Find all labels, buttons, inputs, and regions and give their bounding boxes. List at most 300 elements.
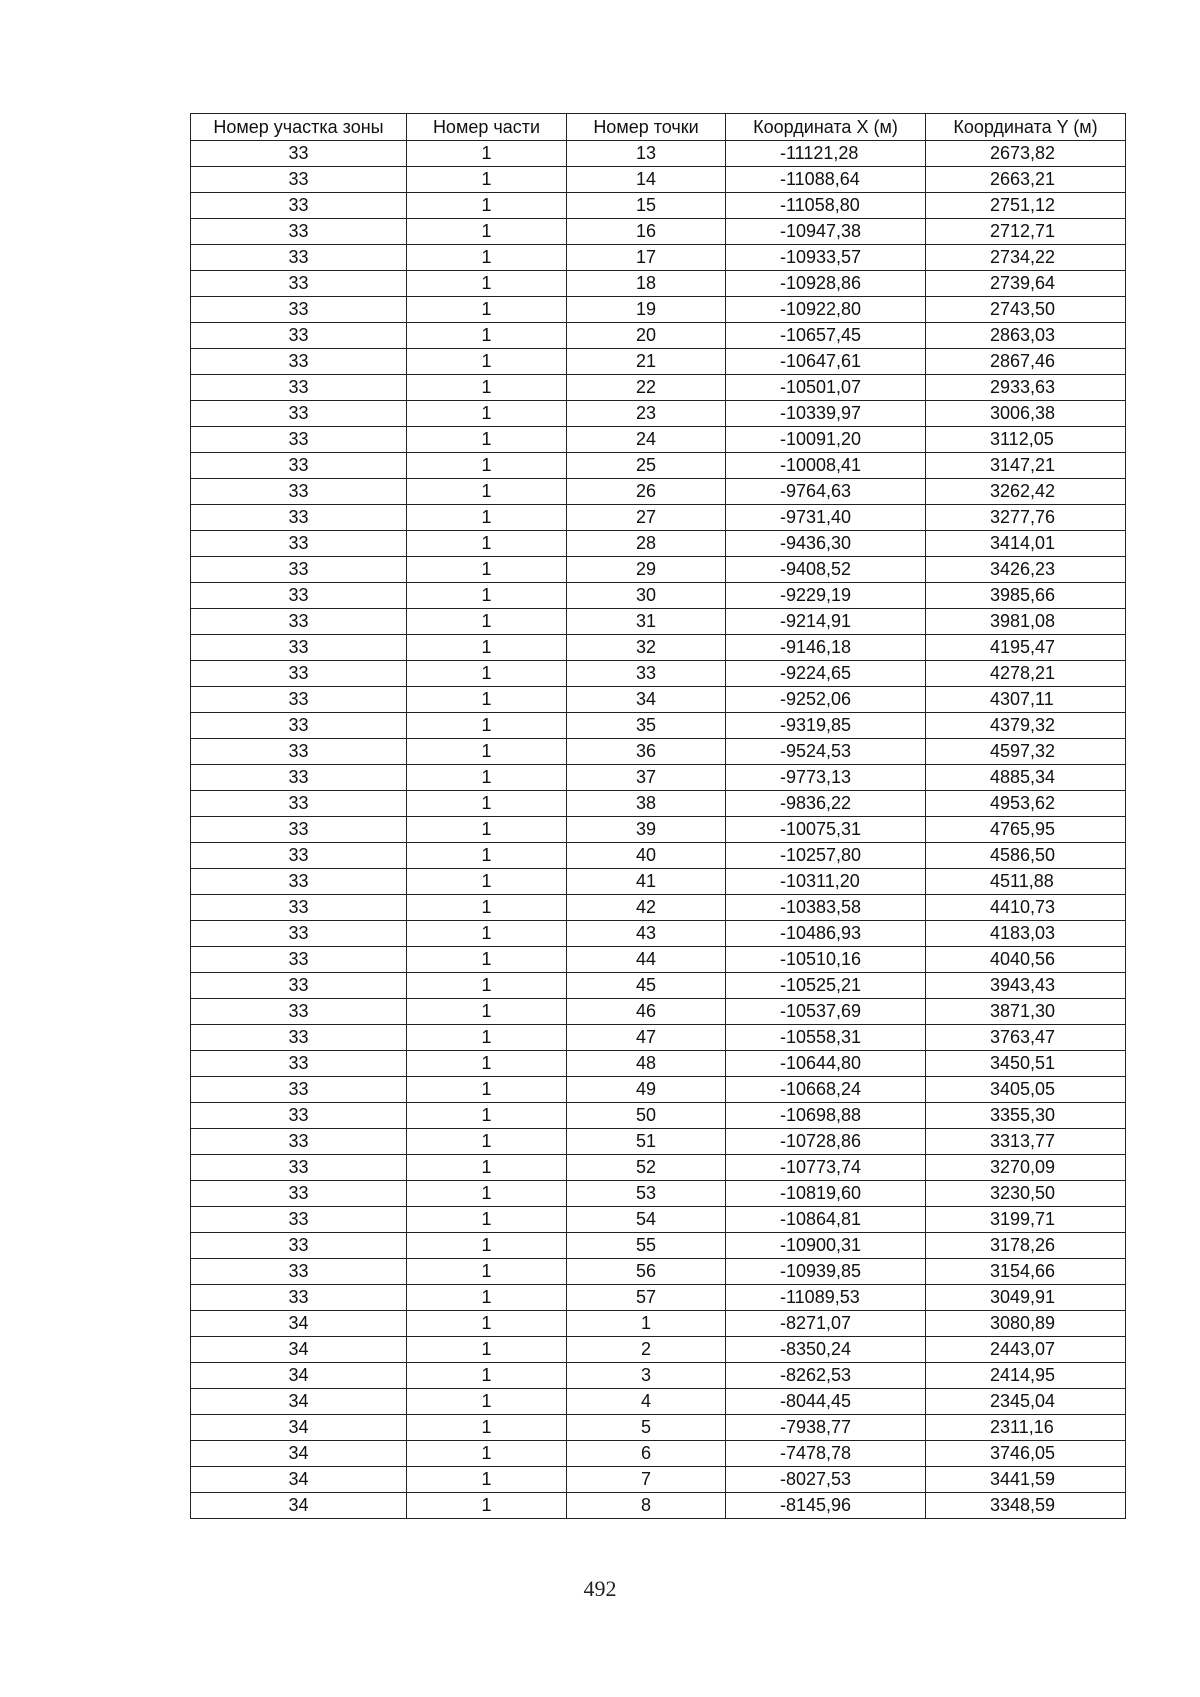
zone-plot-number-cell: 33 xyxy=(191,1155,407,1181)
point-number-cell: 48 xyxy=(567,1051,726,1077)
coordinate-y-cell: 4586,50 xyxy=(926,843,1126,869)
table-row xyxy=(191,1025,1126,1051)
part-number-cell: 1 xyxy=(407,193,567,219)
part-number-cell: 1 xyxy=(407,973,567,999)
page-number: 492 xyxy=(583,1576,617,1601)
coordinate-y-cell: 3450,51 xyxy=(926,1051,1126,1077)
zone-plot-number-cell: 34 xyxy=(191,1337,407,1363)
table-row xyxy=(191,895,1126,921)
coordinate-y-cell: 2863,03 xyxy=(926,323,1126,349)
coordinate-x-cell: -11058,80 xyxy=(726,193,926,219)
part-number-cell: 1 xyxy=(407,141,567,167)
part-number-cell: 1 xyxy=(407,687,567,713)
table-row xyxy=(191,661,1126,687)
zone-plot-number-cell: 33 xyxy=(191,999,407,1025)
table-row xyxy=(191,505,1126,531)
part-number-cell: 1 xyxy=(407,1337,567,1363)
zone-plot-number-cell: 33 xyxy=(191,531,407,557)
zone-plot-number-cell: 33 xyxy=(191,635,407,661)
zone-plot-number-cell: 33 xyxy=(191,557,407,583)
header-point-number: Номер точки xyxy=(567,114,726,141)
point-number-cell: 40 xyxy=(567,843,726,869)
coordinate-y-cell: 2933,63 xyxy=(926,375,1126,401)
coordinate-y-cell: 4953,62 xyxy=(926,791,1126,817)
part-number-cell: 1 xyxy=(407,609,567,635)
point-number-cell: 42 xyxy=(567,895,726,921)
coordinate-y-cell: 4183,03 xyxy=(926,921,1126,947)
zone-plot-number-cell: 33 xyxy=(191,271,407,297)
table-row xyxy=(191,583,1126,609)
coordinate-x-cell: -9214,91 xyxy=(726,609,926,635)
coordinate-y-cell: 2663,21 xyxy=(926,167,1126,193)
zone-plot-number-cell: 33 xyxy=(191,739,407,765)
coordinate-x-cell: -9731,40 xyxy=(726,505,926,531)
coordinates-table xyxy=(190,113,1126,1519)
table-row xyxy=(191,713,1126,739)
point-number-cell: 38 xyxy=(567,791,726,817)
table-row xyxy=(191,999,1126,1025)
header-coordinate-x: Координата X (м) xyxy=(726,114,926,141)
point-number-cell: 3 xyxy=(567,1363,726,1389)
coordinate-x-cell: -9524,53 xyxy=(726,739,926,765)
part-number-cell: 1 xyxy=(407,1493,567,1519)
coordinate-y-cell: 3154,66 xyxy=(926,1259,1126,1285)
coordinate-x-cell: -8145,96 xyxy=(726,1493,926,1519)
coordinate-x-cell: -10933,57 xyxy=(726,245,926,271)
table-row xyxy=(191,167,1126,193)
coordinate-y-cell: 2734,22 xyxy=(926,245,1126,271)
coordinate-y-cell: 3313,77 xyxy=(926,1129,1126,1155)
coordinate-x-cell: -9436,30 xyxy=(726,531,926,557)
part-number-cell: 1 xyxy=(407,1415,567,1441)
zone-plot-number-cell: 33 xyxy=(191,609,407,635)
table-row xyxy=(191,531,1126,557)
table-row xyxy=(191,323,1126,349)
zone-plot-number-cell: 33 xyxy=(191,375,407,401)
table-row xyxy=(191,1441,1126,1467)
point-number-cell: 37 xyxy=(567,765,726,791)
header-coordinate-y: Координата Y (м) xyxy=(926,114,1126,141)
point-number-cell: 49 xyxy=(567,1077,726,1103)
coordinate-x-cell: -10657,45 xyxy=(726,323,926,349)
point-number-cell: 45 xyxy=(567,973,726,999)
table-row xyxy=(191,817,1126,843)
point-number-cell: 41 xyxy=(567,869,726,895)
zone-plot-number-cell: 33 xyxy=(191,713,407,739)
table-row xyxy=(191,1285,1126,1311)
zone-plot-number-cell: 34 xyxy=(191,1467,407,1493)
table-row xyxy=(191,1181,1126,1207)
coordinate-x-cell: -10525,21 xyxy=(726,973,926,999)
coordinate-y-cell: 3871,30 xyxy=(926,999,1126,1025)
table-row xyxy=(191,1259,1126,1285)
zone-plot-number-cell: 33 xyxy=(191,505,407,531)
point-number-cell: 36 xyxy=(567,739,726,765)
zone-plot-number-cell: 34 xyxy=(191,1441,407,1467)
point-number-cell: 53 xyxy=(567,1181,726,1207)
table-row xyxy=(191,1467,1126,1493)
coordinate-y-cell: 3985,66 xyxy=(926,583,1126,609)
point-number-cell: 24 xyxy=(567,427,726,453)
coordinate-x-cell: -10773,74 xyxy=(726,1155,926,1181)
table-row xyxy=(191,1363,1126,1389)
part-number-cell: 1 xyxy=(407,895,567,921)
coordinate-x-cell: -10537,69 xyxy=(726,999,926,1025)
point-number-cell: 7 xyxy=(567,1467,726,1493)
zone-plot-number-cell: 33 xyxy=(191,583,407,609)
zone-plot-number-cell: 33 xyxy=(191,167,407,193)
table-row xyxy=(191,1207,1126,1233)
coordinate-x-cell: -10383,58 xyxy=(726,895,926,921)
point-number-cell: 6 xyxy=(567,1441,726,1467)
zone-plot-number-cell: 33 xyxy=(191,219,407,245)
coordinate-x-cell: -10728,86 xyxy=(726,1129,926,1155)
coordinate-x-cell: -9836,22 xyxy=(726,791,926,817)
coordinate-x-cell: -10922,80 xyxy=(726,297,926,323)
table-row xyxy=(191,687,1126,713)
coordinate-x-cell: -10698,88 xyxy=(726,1103,926,1129)
zone-plot-number-cell: 34 xyxy=(191,1389,407,1415)
point-number-cell: 55 xyxy=(567,1233,726,1259)
zone-plot-number-cell: 33 xyxy=(191,193,407,219)
part-number-cell: 1 xyxy=(407,1233,567,1259)
point-number-cell: 54 xyxy=(567,1207,726,1233)
table-row xyxy=(191,375,1126,401)
zone-plot-number-cell: 33 xyxy=(191,687,407,713)
zone-plot-number-cell: 33 xyxy=(191,401,407,427)
table-row xyxy=(191,869,1126,895)
point-number-cell: 19 xyxy=(567,297,726,323)
table-row xyxy=(191,1389,1126,1415)
coordinate-x-cell: -10558,31 xyxy=(726,1025,926,1051)
coordinate-x-cell: -11089,53 xyxy=(726,1285,926,1311)
table-row xyxy=(191,1103,1126,1129)
part-number-cell: 1 xyxy=(407,245,567,271)
coordinate-y-cell: 3277,76 xyxy=(926,505,1126,531)
zone-plot-number-cell: 33 xyxy=(191,1077,407,1103)
part-number-cell: 1 xyxy=(407,505,567,531)
coordinate-x-cell: -9408,52 xyxy=(726,557,926,583)
table-row xyxy=(191,1493,1126,1519)
point-number-cell: 43 xyxy=(567,921,726,947)
table-row xyxy=(191,609,1126,635)
zone-plot-number-cell: 33 xyxy=(191,245,407,271)
point-number-cell: 23 xyxy=(567,401,726,427)
coordinate-x-cell: -8271,07 xyxy=(726,1311,926,1337)
part-number-cell: 1 xyxy=(407,791,567,817)
coordinate-y-cell: 2743,50 xyxy=(926,297,1126,323)
zone-plot-number-cell: 33 xyxy=(191,1207,407,1233)
coordinate-x-cell: -9764,63 xyxy=(726,479,926,505)
point-number-cell: 57 xyxy=(567,1285,726,1311)
part-number-cell: 1 xyxy=(407,921,567,947)
coordinate-x-cell: -10311,20 xyxy=(726,869,926,895)
coordinate-y-cell: 2443,07 xyxy=(926,1337,1126,1363)
coordinate-y-cell: 3981,08 xyxy=(926,609,1126,635)
point-number-cell: 35 xyxy=(567,713,726,739)
table-header-row xyxy=(191,114,1126,141)
point-number-cell: 25 xyxy=(567,453,726,479)
table-row xyxy=(191,401,1126,427)
point-number-cell: 30 xyxy=(567,583,726,609)
part-number-cell: 1 xyxy=(407,635,567,661)
zone-plot-number-cell: 33 xyxy=(191,817,407,843)
point-number-cell: 20 xyxy=(567,323,726,349)
coordinate-y-cell: 3426,23 xyxy=(926,557,1126,583)
coordinate-x-cell: -10501,07 xyxy=(726,375,926,401)
point-number-cell: 39 xyxy=(567,817,726,843)
zone-plot-number-cell: 34 xyxy=(191,1311,407,1337)
zone-plot-number-cell: 33 xyxy=(191,869,407,895)
coordinate-x-cell: -8262,53 xyxy=(726,1363,926,1389)
part-number-cell: 1 xyxy=(407,1077,567,1103)
zone-plot-number-cell: 33 xyxy=(191,1285,407,1311)
coordinate-y-cell: 4885,34 xyxy=(926,765,1126,791)
zone-plot-number-cell: 33 xyxy=(191,791,407,817)
part-number-cell: 1 xyxy=(407,401,567,427)
coordinate-y-cell: 4195,47 xyxy=(926,635,1126,661)
table-row xyxy=(191,1311,1126,1337)
part-number-cell: 1 xyxy=(407,271,567,297)
zone-plot-number-cell: 33 xyxy=(191,1051,407,1077)
coordinate-x-cell: -10939,85 xyxy=(726,1259,926,1285)
coordinate-x-cell: -10864,81 xyxy=(726,1207,926,1233)
table-row xyxy=(191,479,1126,505)
point-number-cell: 8 xyxy=(567,1493,726,1519)
zone-plot-number-cell: 33 xyxy=(191,479,407,505)
table-row xyxy=(191,141,1126,167)
table-row xyxy=(191,427,1126,453)
zone-plot-number-cell: 33 xyxy=(191,973,407,999)
table-row xyxy=(191,219,1126,245)
coordinate-y-cell: 3355,30 xyxy=(926,1103,1126,1129)
point-number-cell: 1 xyxy=(567,1311,726,1337)
coordinate-y-cell: 3348,59 xyxy=(926,1493,1126,1519)
point-number-cell: 22 xyxy=(567,375,726,401)
coordinate-y-cell: 3147,21 xyxy=(926,453,1126,479)
coordinate-y-cell: 3049,91 xyxy=(926,1285,1126,1311)
coordinate-x-cell: -11088,64 xyxy=(726,167,926,193)
coordinate-y-cell: 3112,05 xyxy=(926,427,1126,453)
point-number-cell: 27 xyxy=(567,505,726,531)
coordinate-y-cell: 3230,50 xyxy=(926,1181,1126,1207)
coordinate-x-cell: -10647,61 xyxy=(726,349,926,375)
table-row xyxy=(191,349,1126,375)
table-row xyxy=(191,1155,1126,1181)
header-zone-plot-number: Номер участка зоны xyxy=(191,114,407,141)
table-row xyxy=(191,557,1126,583)
part-number-cell: 1 xyxy=(407,1051,567,1077)
part-number-cell: 1 xyxy=(407,531,567,557)
part-number-cell: 1 xyxy=(407,349,567,375)
table-row xyxy=(191,973,1126,999)
part-number-cell: 1 xyxy=(407,1103,567,1129)
coordinate-x-cell: -10008,41 xyxy=(726,453,926,479)
coordinate-y-cell: 4307,11 xyxy=(926,687,1126,713)
zone-plot-number-cell: 33 xyxy=(191,895,407,921)
point-number-cell: 2 xyxy=(567,1337,726,1363)
part-number-cell: 1 xyxy=(407,843,567,869)
coordinate-y-cell: 3763,47 xyxy=(926,1025,1126,1051)
table-row xyxy=(191,921,1126,947)
coordinate-x-cell: -10668,24 xyxy=(726,1077,926,1103)
part-number-cell: 1 xyxy=(407,1441,567,1467)
coordinate-y-cell: 4410,73 xyxy=(926,895,1126,921)
coordinate-y-cell: 4765,95 xyxy=(926,817,1126,843)
point-number-cell: 46 xyxy=(567,999,726,1025)
coordinate-x-cell: -8350,24 xyxy=(726,1337,926,1363)
coordinate-y-cell: 2739,64 xyxy=(926,271,1126,297)
coordinate-y-cell: 3405,05 xyxy=(926,1077,1126,1103)
part-number-cell: 1 xyxy=(407,817,567,843)
coordinate-y-cell: 4278,21 xyxy=(926,661,1126,687)
coordinate-x-cell: -10644,80 xyxy=(726,1051,926,1077)
part-number-cell: 1 xyxy=(407,167,567,193)
point-number-cell: 32 xyxy=(567,635,726,661)
table-row xyxy=(191,245,1126,271)
point-number-cell: 44 xyxy=(567,947,726,973)
zone-plot-number-cell: 33 xyxy=(191,297,407,323)
coordinate-x-cell: -10091,20 xyxy=(726,427,926,453)
zone-plot-number-cell: 33 xyxy=(191,427,407,453)
point-number-cell: 34 xyxy=(567,687,726,713)
point-number-cell: 28 xyxy=(567,531,726,557)
coordinate-y-cell: 3178,26 xyxy=(926,1233,1126,1259)
point-number-cell: 16 xyxy=(567,219,726,245)
zone-plot-number-cell: 33 xyxy=(191,947,407,973)
coordinate-y-cell: 3262,42 xyxy=(926,479,1126,505)
coordinate-y-cell: 2311,16 xyxy=(926,1415,1126,1441)
zone-plot-number-cell: 33 xyxy=(191,921,407,947)
part-number-cell: 1 xyxy=(407,323,567,349)
coordinate-x-cell: -9252,06 xyxy=(726,687,926,713)
point-number-cell: 4 xyxy=(567,1389,726,1415)
coordinate-y-cell: 3006,38 xyxy=(926,401,1126,427)
part-number-cell: 1 xyxy=(407,1129,567,1155)
part-number-cell: 1 xyxy=(407,713,567,739)
coordinate-x-cell: -10900,31 xyxy=(726,1233,926,1259)
table-row xyxy=(191,791,1126,817)
point-number-cell: 50 xyxy=(567,1103,726,1129)
coordinate-y-cell: 4379,32 xyxy=(926,713,1126,739)
coordinate-x-cell: -10928,86 xyxy=(726,271,926,297)
coordinate-y-cell: 2751,12 xyxy=(926,193,1126,219)
point-number-cell: 52 xyxy=(567,1155,726,1181)
zone-plot-number-cell: 33 xyxy=(191,349,407,375)
part-number-cell: 1 xyxy=(407,999,567,1025)
coordinate-x-cell: -7478,78 xyxy=(726,1441,926,1467)
coordinate-x-cell: -10819,60 xyxy=(726,1181,926,1207)
point-number-cell: 21 xyxy=(567,349,726,375)
table-row xyxy=(191,1233,1126,1259)
coordinate-x-cell: -10339,97 xyxy=(726,401,926,427)
table-row xyxy=(191,297,1126,323)
part-number-cell: 1 xyxy=(407,661,567,687)
zone-plot-number-cell: 33 xyxy=(191,1025,407,1051)
part-number-cell: 1 xyxy=(407,375,567,401)
zone-plot-number-cell: 33 xyxy=(191,1129,407,1155)
zone-plot-number-cell: 33 xyxy=(191,843,407,869)
zone-plot-number-cell: 33 xyxy=(191,1259,407,1285)
coordinate-x-cell: -8044,45 xyxy=(726,1389,926,1415)
part-number-cell: 1 xyxy=(407,479,567,505)
zone-plot-number-cell: 33 xyxy=(191,141,407,167)
part-number-cell: 1 xyxy=(407,427,567,453)
table-body xyxy=(191,141,1126,1519)
coordinate-x-cell: -9224,65 xyxy=(726,661,926,687)
coordinate-x-cell: -10486,93 xyxy=(726,921,926,947)
part-number-cell: 1 xyxy=(407,765,567,791)
zone-plot-number-cell: 34 xyxy=(191,1415,407,1441)
table-row xyxy=(191,765,1126,791)
coordinate-y-cell: 3199,71 xyxy=(926,1207,1126,1233)
point-number-cell: 29 xyxy=(567,557,726,583)
part-number-cell: 1 xyxy=(407,1363,567,1389)
part-number-cell: 1 xyxy=(407,219,567,245)
table-row xyxy=(191,843,1126,869)
point-number-cell: 15 xyxy=(567,193,726,219)
coordinate-y-cell: 3414,01 xyxy=(926,531,1126,557)
part-number-cell: 1 xyxy=(407,1285,567,1311)
part-number-cell: 1 xyxy=(407,1025,567,1051)
zone-plot-number-cell: 34 xyxy=(191,1493,407,1519)
coordinate-x-cell: -11121,28 xyxy=(726,141,926,167)
coordinate-y-cell: 2673,82 xyxy=(926,141,1126,167)
coordinate-x-cell: -10947,38 xyxy=(726,219,926,245)
point-number-cell: 56 xyxy=(567,1259,726,1285)
part-number-cell: 1 xyxy=(407,739,567,765)
zone-plot-number-cell: 33 xyxy=(191,323,407,349)
part-number-cell: 1 xyxy=(407,1311,567,1337)
coordinate-y-cell: 2414,95 xyxy=(926,1363,1126,1389)
zone-plot-number-cell: 34 xyxy=(191,1363,407,1389)
coordinate-x-cell: -7938,77 xyxy=(726,1415,926,1441)
point-number-cell: 26 xyxy=(567,479,726,505)
coordinate-y-cell: 3943,43 xyxy=(926,973,1126,999)
coordinate-y-cell: 2345,04 xyxy=(926,1389,1126,1415)
coordinate-y-cell: 4511,88 xyxy=(926,869,1126,895)
part-number-cell: 1 xyxy=(407,453,567,479)
part-number-cell: 1 xyxy=(407,583,567,609)
point-number-cell: 31 xyxy=(567,609,726,635)
coordinate-x-cell: -9319,85 xyxy=(726,713,926,739)
point-number-cell: 47 xyxy=(567,1025,726,1051)
part-number-cell: 1 xyxy=(407,557,567,583)
point-number-cell: 33 xyxy=(567,661,726,687)
coordinate-x-cell: -9773,13 xyxy=(726,765,926,791)
table-row xyxy=(191,635,1126,661)
part-number-cell: 1 xyxy=(407,1155,567,1181)
header-part-number: Номер части xyxy=(407,114,567,141)
part-number-cell: 1 xyxy=(407,1259,567,1285)
point-number-cell: 13 xyxy=(567,141,726,167)
part-number-cell: 1 xyxy=(407,1207,567,1233)
table-row xyxy=(191,1129,1126,1155)
zone-plot-number-cell: 33 xyxy=(191,453,407,479)
table-row xyxy=(191,271,1126,297)
coordinate-x-cell: -8027,53 xyxy=(726,1467,926,1493)
table-row xyxy=(191,947,1126,973)
coordinate-y-cell: 3746,05 xyxy=(926,1441,1126,1467)
table-row xyxy=(191,193,1126,219)
table-row xyxy=(191,739,1126,765)
part-number-cell: 1 xyxy=(407,1181,567,1207)
coordinate-y-cell: 4597,32 xyxy=(926,739,1126,765)
coordinate-y-cell: 3080,89 xyxy=(926,1311,1126,1337)
table-row xyxy=(191,1337,1126,1363)
zone-plot-number-cell: 33 xyxy=(191,1181,407,1207)
table-row xyxy=(191,453,1126,479)
